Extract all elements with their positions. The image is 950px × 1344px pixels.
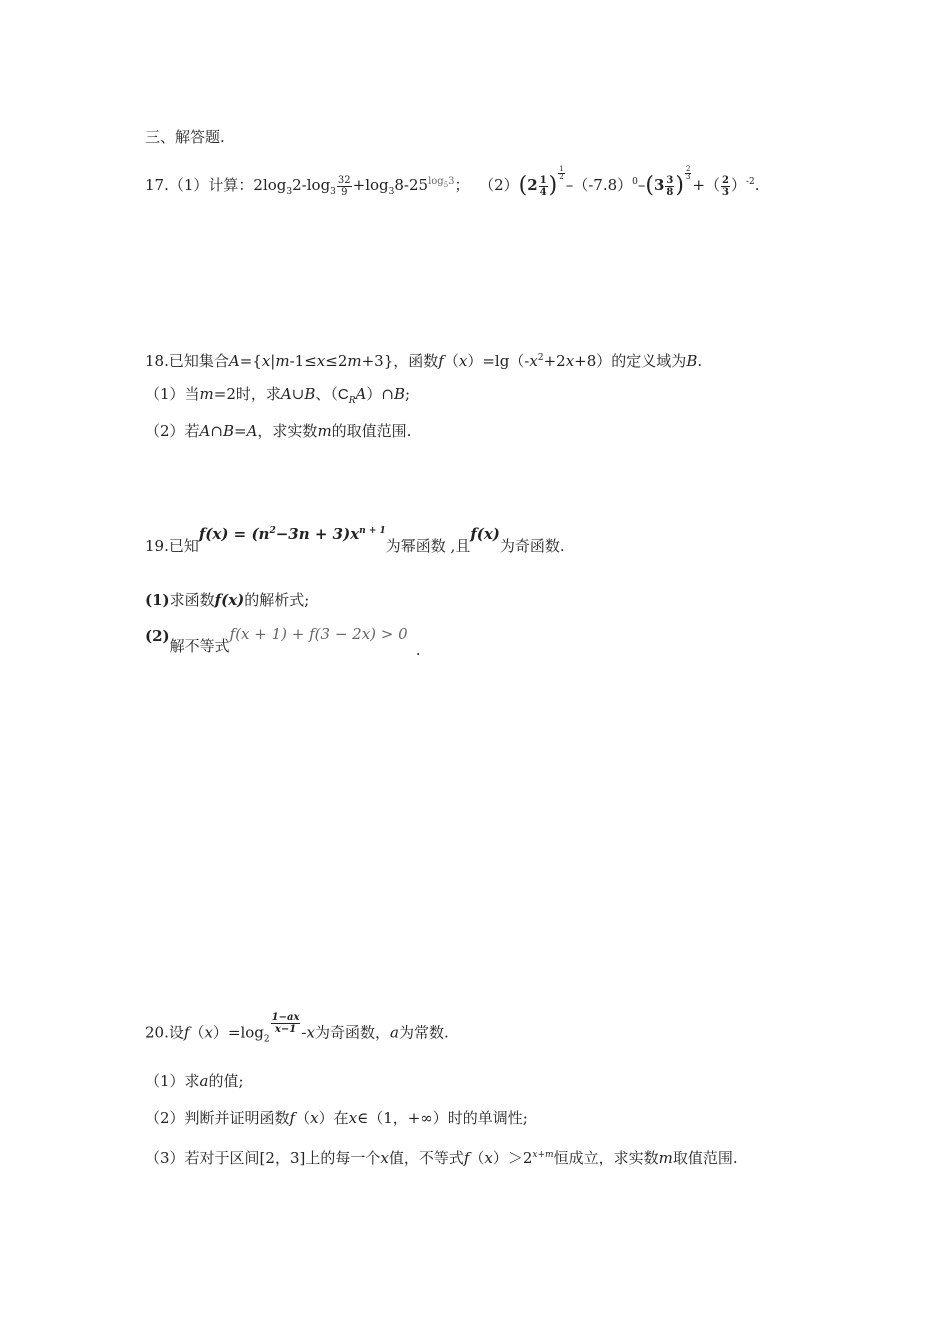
question-20-part2: （2）判断并证明函数f（x）在x∈（1，+∞）时的单调性;	[145, 1109, 528, 1127]
question-18-part1: （1）当m=2时，求A∪B、$(C_RA)\cap B$;	[145, 385, 411, 406]
question-20-stem: 20.设$f(x)=\log_2$ $\frac{1-ax}{x-1}$ -x为奇函数，a为常数.	[145, 1012, 449, 1045]
question-18-part2: （2）若A∩B=A，求实数m的取值范围.	[145, 422, 412, 440]
q17-part2-label: （2）	[479, 176, 519, 194]
question-20-part3: （3）若对于区间[2，3]上的每一个x值，不等式$f(x)>2^{x+m}$恒成立，求实数m取值范围.	[145, 1149, 738, 1167]
question-19-part2: (2)解不等式f(x + 1) + f(3 − 2x) > 0.	[145, 625, 421, 659]
question-17: 17.（1）计算：$2\log_32-\log_3$ $\frac{32}{9}$ $+\log_38-25^{log_53}$； （2）(2 $\frac{1}{4}$ ) $^{\frac{1}{2}}$ $-(-7.8)^0-(3$ $\frac{3}{8}$ ) $^{\frac{2}{3}}$ +（ $\frac{2}{3}$ ）$^{-2}$.	[145, 165, 760, 198]
q17-part1-label: （1）计算：	[168, 176, 254, 194]
question-20-part1: （1）求a的值;	[145, 1072, 244, 1090]
question-18-stem: 18.已知集合A={x|m-1≤x≤2m+3}，函数$f(x)=\lg(-x^2+2x+8)$的定义域为B.	[145, 352, 703, 370]
section-title: 三、解答题.	[145, 128, 225, 146]
q17-number: 17.	[145, 176, 169, 194]
fraction-32-9: $\frac{32}{9}$	[337, 174, 351, 198]
question-19-part1: (1)求函数f(x)的解析式;	[145, 591, 310, 609]
question-19-stem: 19.已知$f(x) = (n^2-3n + 3)x^{n + 1}$为幂函数 ,且f(x)为奇函数.	[145, 525, 565, 555]
fraction-1-ax: $\frac{1-ax}{x-1}$	[271, 1012, 300, 1035]
